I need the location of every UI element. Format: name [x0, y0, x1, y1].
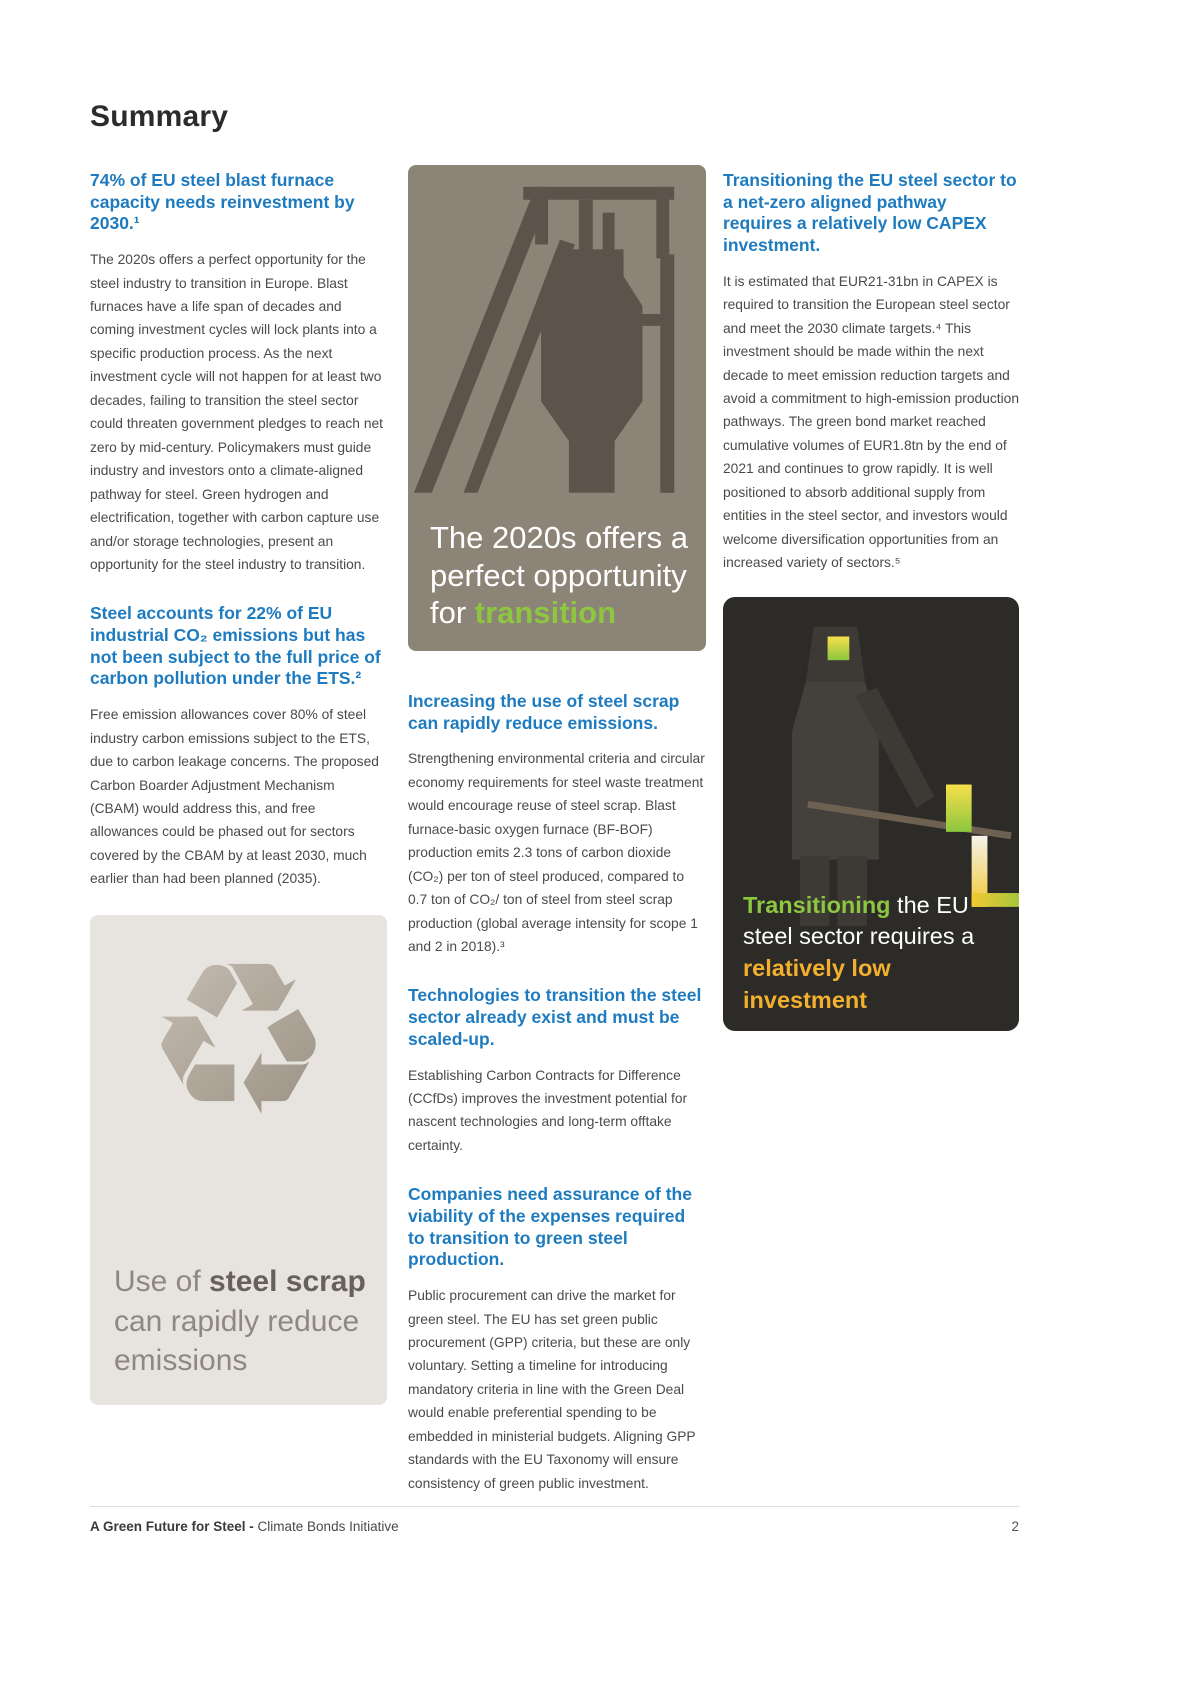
footer-title — [90, 1519, 399, 1534]
paragraph-technologies-scale-up: Establishing Carbon Contracts for Difference (CCfDs) improves the investment potential for nascent technologies and long-term offtake certainty. — [408, 1067, 688, 1153]
paragraph-blast-furnace-reinvestment: The 2020s offers a perfect opportunity for the steel industry to transition in Europe. Blast furnaces have a life span of decades and coming investment cycles will lock plants into a specific production process. As the next investment cycle will not happen for at least two decades, failing to transition the steel sector could threaten government pledges to reach net zero by mid-century. Policymakers must guide industry and investors onto a climate-aligned pathway for steel. Green hydrogen and electrification, together with carbon capture use and/or storage technologies, present an opportunity for the steel industry to transition. — [90, 252, 383, 572]
column-middle — [408, 165, 706, 1495]
heading-ets-carbon-price: Steel accounts for 22% of EU industrial CO₂ emissions but has not been subject to the full price of carbon pollution under the ETS.² — [90, 603, 381, 689]
heading-companies-assurance: Companies need assurance of the viability of the expenses required to transition to green steel production. — [408, 1184, 692, 1270]
recycle-icon: ♻ — [90, 929, 387, 1152]
transition-panel — [408, 165, 706, 651]
transition-panel-caption — [430, 519, 694, 631]
page-number: 2 — [1011, 1519, 1019, 1534]
page-footer — [90, 1506, 1019, 1534]
page-title: Summary — [90, 100, 229, 133]
heading-blast-furnace-reinvestment: 74% of EU steel blast furnace capacity needs reinvestment by 2030.¹ — [90, 170, 355, 234]
caption-text-highlight: transition — [474, 594, 617, 630]
caption-text-bold: steel scrap — [209, 1265, 366, 1298]
heading-steel-scrap-emissions: Increasing the use of steel scrap can rapidly reduce emissions. — [408, 691, 680, 733]
blast-furnace-icon — [408, 165, 706, 493]
scrap-panel-caption — [114, 1262, 377, 1381]
paragraph-steel-scrap-emissions: Strengthening environmental criteria and circular economy requirements for steel waste treatment would encourage reuse of steel scrap. Blast furnace-basic oxygen furnace (BF-BOF) production emits 2.3 tons of carbon dioxide (CO₂) per ton of steel produced, compared to 0.7 ton of CO₂/ ton of steel from steel scrap production (global average intensity for scope 1 and 2 in 2018).³ — [408, 751, 705, 954]
low-investment-panel — [723, 597, 1019, 1031]
paragraph-ets-carbon-price: Free emission allowances cover 80% of steel industry carbon emissions subject to the ETS, due to carbon leakage concerns. The proposed Carbon Boarder Adjustment Mechanism (CBAM) would address this, and free allowances could be phased out for sectors covered by the CBAM by at least 2030, much earlier than had been planned (2035). — [90, 707, 379, 887]
paragraph-companies-assurance: Public procurement can drive the market for green steel. The EU has set green public procurement (GPP) criteria, but these are only voluntary. Setting a timeline for introducing mandatory criteria in line with the Green Deal would enable preferential spending to be embedded in ministerial budgets. Aligning GPP standards with the EU Taxonomy will ensure consistency of green public investment. — [408, 1288, 696, 1491]
heading-technologies-scale-up: Technologies to transition the steel sector already exist and must be scaled-up. — [408, 985, 702, 1049]
footer-report-title: A Green Future for Steel - — [90, 1519, 258, 1534]
caption-text-green: Transitioning — [743, 891, 891, 918]
caption-text-post: can rapidly reduce emissions — [114, 1304, 360, 1378]
paragraph-low-capex: It is estimated that EUR21-31bn in CAPEX is required to transition the European steel sector and meet the 2030 climate targets.⁴ This investment should be made within the next decade to meet emission reduction targets and avoid a commitment to high-emission production pathways. The green bond market reached cumulative volumes of EUR1.8tn by the end of 2021 and continues to grow rapidly. It is well positioned to absorb additional supply from entities in the steel sector, and investors would welcome diversification opportunities from an increased variety of sectors.⁵ — [723, 273, 1020, 571]
column-left — [90, 170, 387, 1405]
caption-text-white: the EU steel sector requires a — [743, 891, 975, 950]
caption-text-pre: The 2020s offers a perfect opportunity for — [430, 520, 688, 630]
heading-low-capex: Transitioning the EU steel sector to a net-zero aligned pathway requires a relatively low CAPEX investment. — [723, 170, 1017, 256]
steelworker-icon — [723, 601, 1019, 927]
column-right — [723, 170, 1019, 1031]
steel-scrap-panel — [90, 915, 387, 1405]
caption-text-pre: Use of — [114, 1265, 210, 1298]
caption-text-yellow: relatively low investment — [743, 955, 891, 1013]
low-investment-panel-caption — [743, 890, 1009, 1017]
footer-publisher: Climate Bonds Initiative — [257, 1519, 399, 1534]
